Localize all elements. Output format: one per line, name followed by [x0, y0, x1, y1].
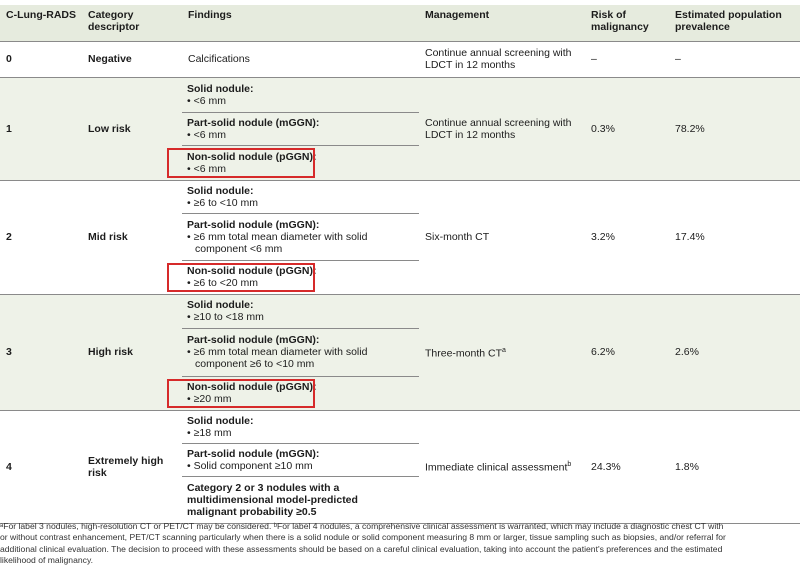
header-findings: Findings	[182, 5, 419, 41]
finding-title: Solid nodule:	[187, 414, 254, 427]
footnote-line: additional clinical evaluation. The decision to proceed with these assessments should be based on a careful clinical evaluation, taking into account the patient's preferences and the estimated	[0, 543, 723, 554]
finding-text: • ≥6 to <20 mm	[187, 277, 259, 289]
cell-findings	[182, 410, 419, 523]
finding-solid	[182, 295, 419, 329]
finding-title: Non-solid nodule (pGGN):	[187, 150, 317, 163]
cell-descriptor: Mid risk	[82, 180, 182, 294]
table-row	[0, 294, 800, 410]
cell-management: Continue annual screening with LDCT in 12 months	[419, 77, 585, 180]
cell-findings	[182, 77, 419, 180]
cell-level: 1	[0, 77, 82, 180]
finding-text: • <6 mm	[187, 128, 226, 141]
highlight-box	[167, 148, 315, 178]
footnote-line: likelihood of malignancy.	[0, 554, 93, 565]
cell-level: 2	[0, 180, 82, 294]
finding-title: Category 2 or 3 nodules with a	[187, 481, 340, 494]
finding-text: • ≥18 mm	[187, 426, 232, 439]
cell-descriptor: High risk	[82, 294, 182, 410]
cell-descriptor: Extremely high risk	[82, 410, 182, 523]
finding-non-solid	[182, 261, 419, 294]
finding-title: Part-solid nodule (mGGN):	[187, 334, 320, 346]
cell-level: 4	[0, 410, 82, 523]
cell-risk: 24.3%	[585, 410, 669, 523]
finding-title: Part-solid nodule (mGGN):	[187, 116, 320, 129]
finding-title: Non-solid nodule (pGGN):	[187, 265, 317, 277]
table-footnote	[0, 521, 796, 566]
finding-title: malignant probability ≥0.5	[187, 505, 317, 518]
cell-level: 3	[0, 294, 82, 410]
cell-prevalence: 2.6%	[669, 294, 800, 410]
finding-part-solid	[182, 113, 419, 146]
finding-title: Solid nodule:	[187, 82, 254, 95]
cell-risk: 3.2%	[585, 180, 669, 294]
footnote-line: ᵃFor label 3 nodules, high-resolution CT or PET/CT may be considered. ᵇFor label 4 nodules, a comprehensive clinical assessment is warranted, which may include a diagnostic chest CT with	[0, 521, 724, 531]
finding-title: Solid nodule:	[187, 299, 254, 311]
finding-text: component ≥6 to <10 mm	[195, 358, 315, 370]
finding-title: Part-solid nodule (mGGN):	[187, 447, 320, 460]
highlight-box	[167, 263, 315, 292]
finding-text: • ≥20 mm	[187, 393, 232, 405]
cell-descriptor: Low risk	[82, 77, 182, 180]
management-text: Immediate clinical assessment	[425, 461, 568, 474]
cell-management: Continue annual screening with LDCT in 12 months	[419, 41, 585, 77]
footnote-line: or without contrast enhancement, PET/CT scanning particularly when there is a solid nodule or solid component measuring 8 mm or larger, tissue sampling such as biopsies, and/or referral for	[0, 532, 726, 543]
footnote-marker: a	[502, 346, 506, 354]
finding-part-solid	[182, 329, 419, 377]
header-descriptor: Category descriptor	[82, 5, 182, 41]
cell-risk: 0.3%	[585, 77, 669, 180]
cell-findings: Calcifications	[182, 41, 419, 77]
table-row	[0, 41, 800, 77]
finding-text: • Solid component ≥10 mm	[187, 459, 313, 472]
cell-risk: –	[585, 41, 669, 77]
table-row	[0, 180, 800, 294]
management-text: Three-month CT	[425, 347, 503, 360]
cell-management: Six-month CT	[419, 180, 585, 294]
cell-descriptor: Negative	[82, 41, 182, 77]
footnote-marker: b	[567, 461, 572, 469]
cell-prevalence: 17.4%	[669, 180, 800, 294]
table-row	[0, 410, 800, 523]
header-risk: Risk of malignancy	[585, 5, 669, 41]
finding-title: Part-solid nodule (mGGN):	[187, 218, 320, 231]
finding-non-solid	[182, 146, 419, 180]
finding-solid	[182, 411, 419, 444]
finding-text: component <6 mm	[195, 242, 283, 255]
finding-text: • ≥6 mm total mean diameter with solid	[187, 346, 368, 358]
cell-management	[419, 410, 585, 523]
finding-title: Solid nodule:	[187, 184, 254, 197]
cell-prevalence: 1.8%	[669, 410, 800, 523]
finding-non-solid	[182, 377, 419, 410]
table-row	[0, 77, 800, 180]
finding-part-solid	[182, 214, 419, 261]
finding-text: • <6 mm	[187, 94, 226, 107]
header-management: Management	[419, 5, 585, 41]
header-prevalence: Estimated population prevalence	[669, 5, 800, 41]
finding-title: multidimensional model-predicted	[187, 493, 358, 506]
finding-part-solid	[182, 444, 419, 477]
cell-findings	[182, 180, 419, 294]
finding-text: • ≥10 to <18 mm	[187, 311, 264, 323]
cell-prevalence: –	[669, 41, 800, 77]
cell-level: 0	[0, 41, 82, 77]
finding-text: • ≥6 to <10 mm	[187, 196, 259, 209]
cell-findings	[182, 294, 419, 410]
highlight-box	[167, 379, 315, 408]
finding-solid	[182, 78, 419, 113]
finding-title: Non-solid nodule (pGGN):	[187, 381, 317, 393]
finding-text: • <6 mm	[187, 162, 226, 175]
c-lung-rads-table	[0, 5, 800, 524]
header-row	[0, 5, 800, 41]
finding-text: • ≥6 mm total mean diameter with solid	[187, 230, 368, 243]
cell-prevalence: 78.2%	[669, 77, 800, 180]
finding-solid	[182, 181, 419, 214]
cell-management	[419, 294, 585, 410]
header-level: C-Lung-RADS	[0, 5, 82, 41]
finding-category-2-3	[182, 477, 419, 523]
cell-risk: 6.2%	[585, 294, 669, 410]
